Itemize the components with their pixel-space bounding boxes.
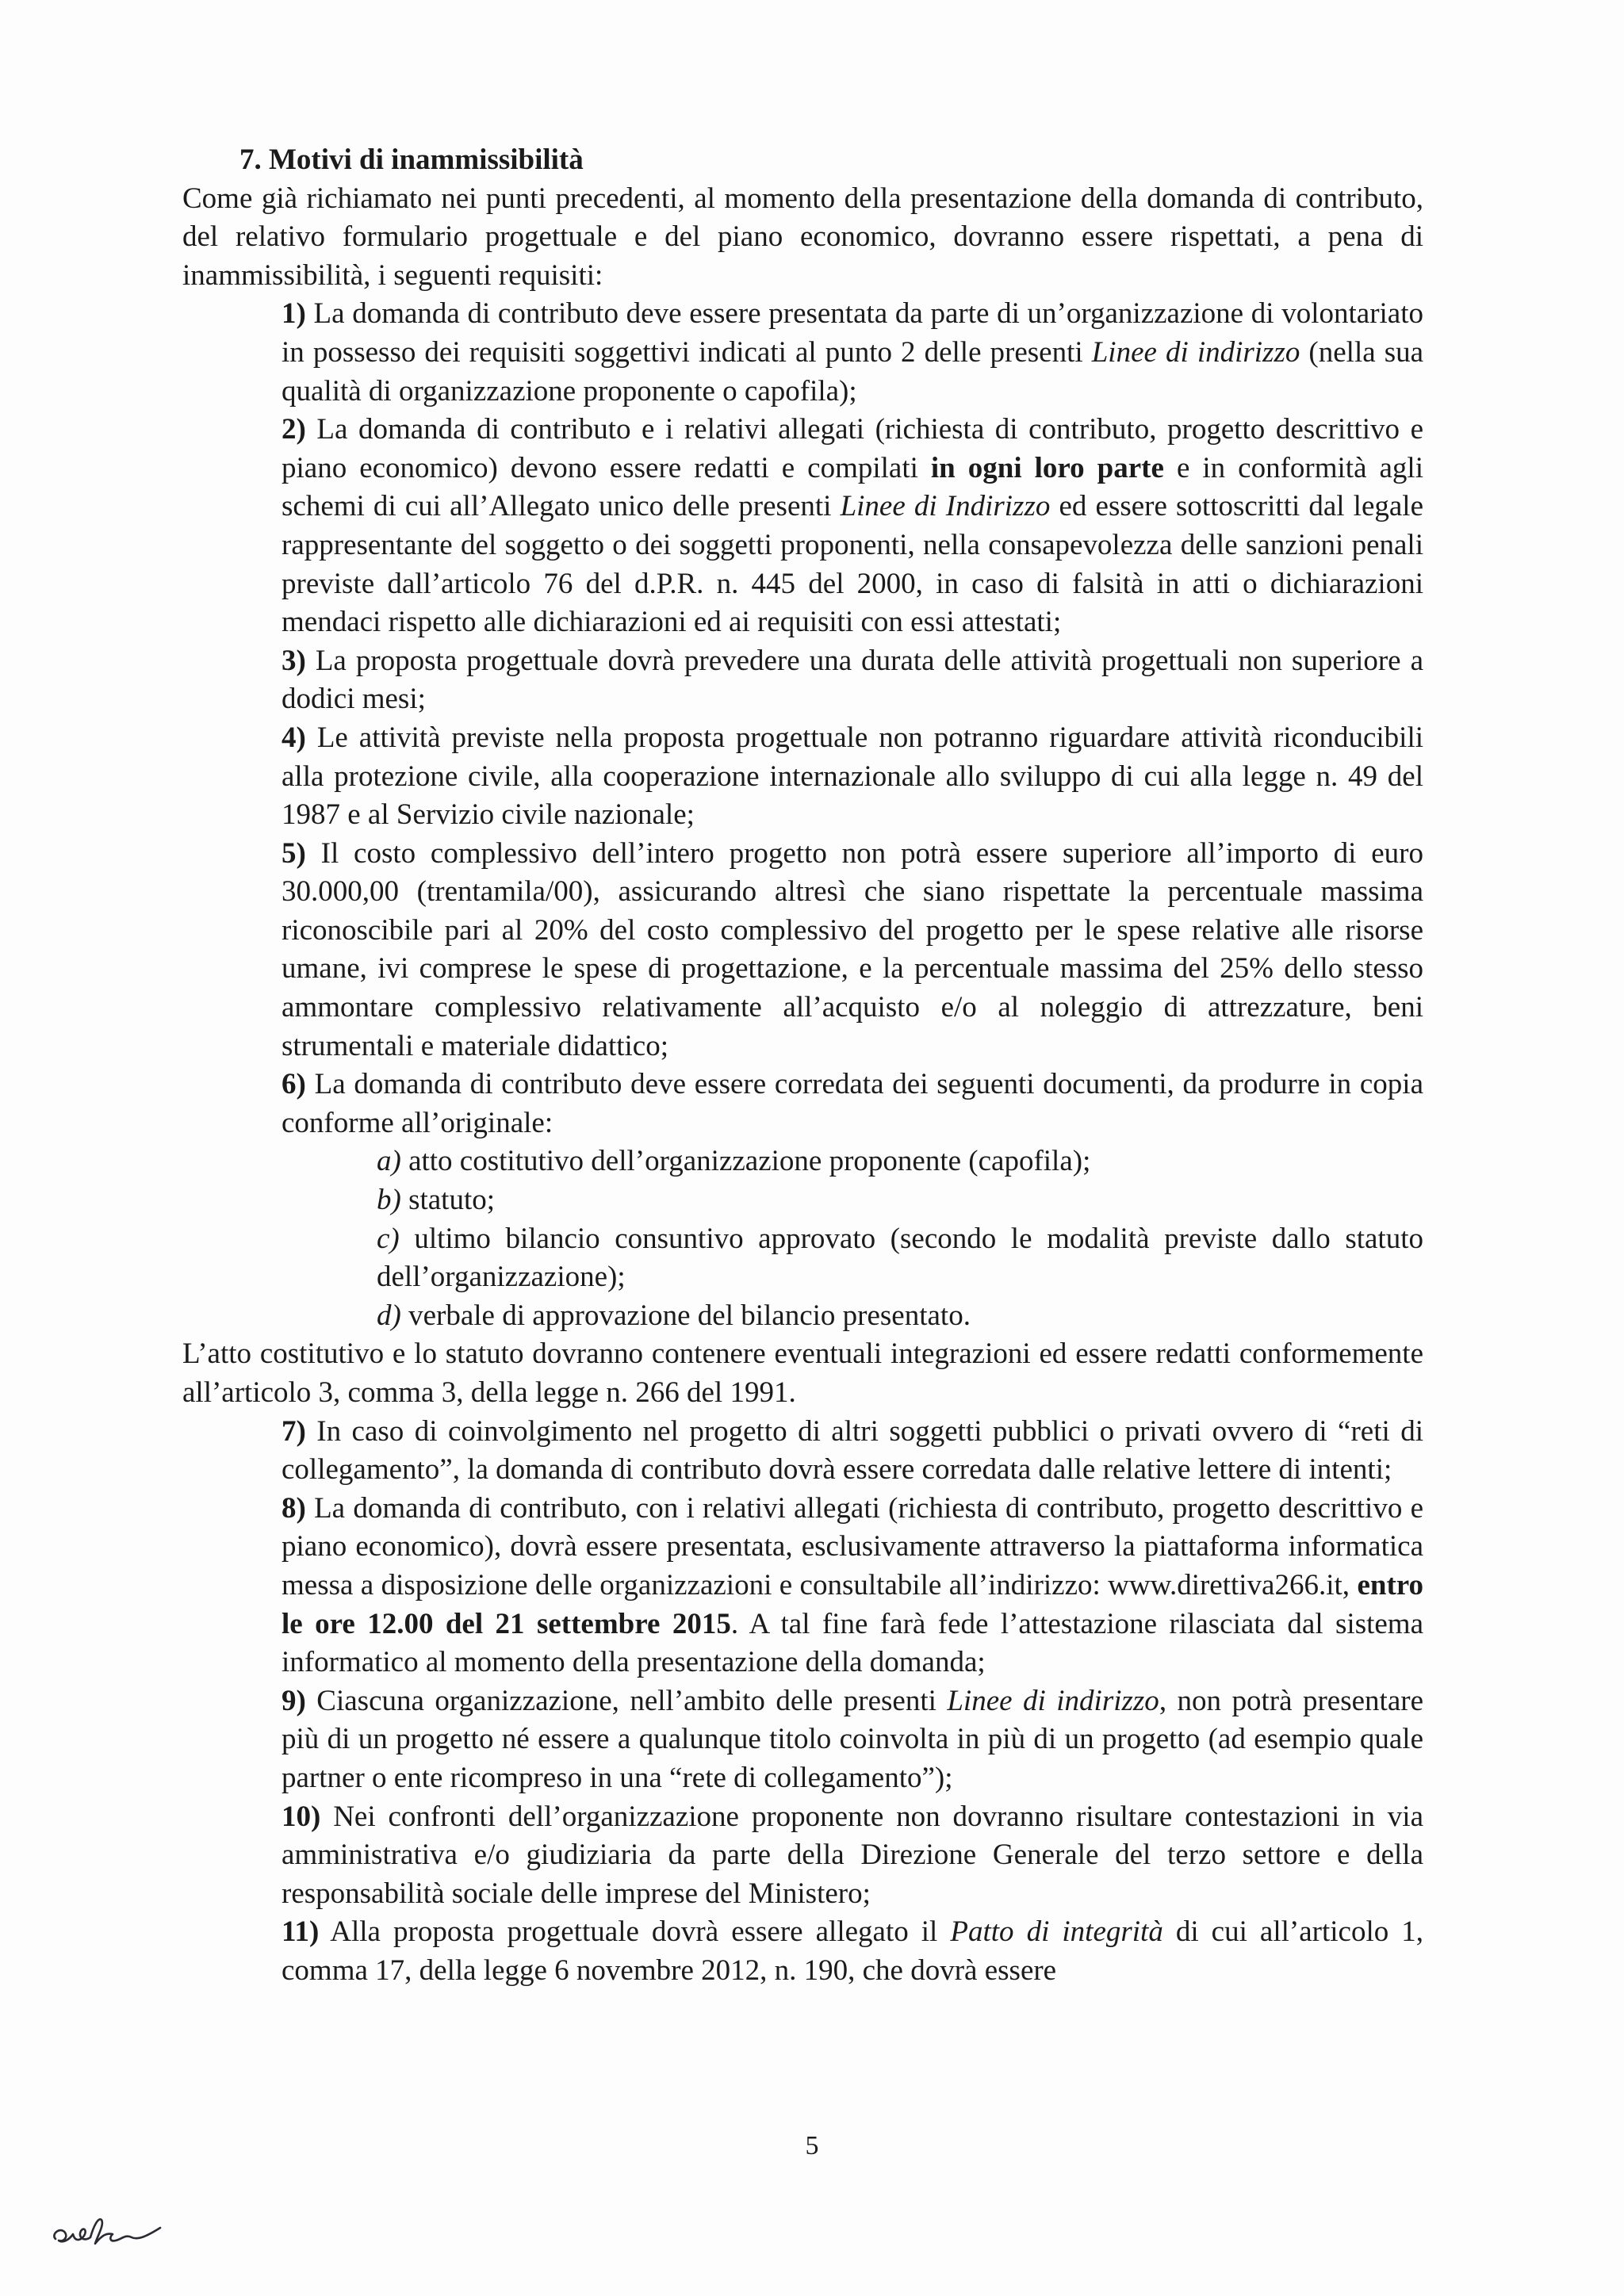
item-strong: in ogni loro parte xyxy=(930,451,1164,484)
subitem-letter: a) xyxy=(377,1145,401,1178)
item-emphasis: Linee di indirizzo xyxy=(1091,335,1300,369)
requirement-item-8 xyxy=(282,1490,1423,1682)
statute-note: L’atto costitutivo e lo statuto dovranno contenere eventuali integrazioni ed essere redatti conformemente all’articolo 3, comma 3, della legge n. 266 del 1991. xyxy=(182,1337,1423,1409)
item-text: Il costo complessivo dell’intero progetto non potrà essere superiore all’importo di euro 30.000,00 (trentamila/00), assicurando altresì che siano rispettate la percentuale massima riconoscibile pari al 20% del costo complessivo del progetto per le spese relative alle risorse umane, ivi comprese le spese di progettazione, e la percentuale massima del 25% dello stesso ammontare complessivo relativamente all’acquisto e/o al noleggio di attrezzature, beni strumentali e materiale didattico; xyxy=(282,836,1423,1062)
item-text: ed essere sottoscritti dal legale rappresentante del soggetto o dei soggetti proponenti, nella consapevolezza delle sanzioni penali previste dall’articolo 76 del d.P.R. n. 445 del 2000, in caso di falsità in atti o dichiarazioni mendaci rispetto alle dichiarazioni ed ai requisiti con essi attestati; xyxy=(282,490,1424,639)
item-emphasis: Linee di indirizzo xyxy=(947,1684,1159,1717)
subitem-letter: d) xyxy=(377,1299,401,1332)
item-text: La domanda di contributo e i relativi allegati (richiesta di contributo, progetto descrittivo e piano economico) devono essere redatti e compilati xyxy=(282,413,1423,484)
item-number: 5) xyxy=(282,836,306,870)
item-text: (nella sua qualità di organizzazione proponente o capofila); xyxy=(282,335,1424,408)
item-number: 7) xyxy=(282,1414,306,1448)
item-text: Le attività previste nella proposta progettuale non potranno riguardare attività riconducibili alla protezione civile, alla cooperazione internazionale allo sviluppo di cui alla legge n. 49 del 1987 e al Servizio civile nazionale; xyxy=(282,721,1424,832)
signature-icon xyxy=(49,2202,168,2258)
subitem-text: statuto; xyxy=(408,1184,496,1217)
requirement-item-6 xyxy=(282,1066,1423,1142)
requirement-item-4 xyxy=(282,719,1423,835)
item-text: di cui all’articolo 1, comma 17, della legge 6 novembre 2012, n. 190, che dovrà essere xyxy=(282,1915,1424,1987)
document-subitem-d xyxy=(377,1297,1423,1336)
item-text: La proposta progettuale dovrà prevedere una durata delle attività progettuali non superiore a dodici mesi; xyxy=(282,644,1424,716)
intro-paragraph: Come già richiamato nei punti precedenti, al momento della presentazione della domanda di contributo, del relativo formulario progettuale e del piano economico, dovranno essere rispettati, a pena di inammissibilità, i seguenti requisiti: xyxy=(182,182,1423,292)
requirement-item-7 xyxy=(282,1413,1423,1490)
section-number: 7. xyxy=(239,144,262,176)
subitem-text: ultimo bilancio consuntivo approvato (secondo le modalità previste dallo statuto dell’organizzazione); xyxy=(377,1222,1423,1294)
document-subitem-c xyxy=(377,1220,1423,1297)
document-body xyxy=(182,141,1423,1991)
item-emphasis: Linee di Indirizzo xyxy=(840,490,1051,523)
item-text: e in conformità agli schemi di cui all’Allegato unico delle presenti xyxy=(282,451,1423,523)
subitem-text: verbale di approvazione del bilancio presentato. xyxy=(408,1299,971,1332)
requirement-item-2 xyxy=(282,411,1423,642)
subitem-letter: c) xyxy=(377,1222,400,1255)
item-number: 1) xyxy=(282,297,306,331)
item-number: 2) xyxy=(282,413,306,446)
document-subitem-a xyxy=(377,1142,1423,1181)
item-text: Ciascuna organizzazione, nell’ambito delle presenti xyxy=(316,1684,936,1717)
item-text: La domanda di contributo, con i relativi allegati (richiesta di contributo, progetto descrittivo e piano economico), dovrà essere presentata, esclusivamente attraverso la piattaforma informatica messa a disposizione delle organizzazioni e consultabile all’indirizzo: www.direttiva266.it, xyxy=(282,1491,1424,1601)
item-number: 9) xyxy=(282,1684,306,1717)
item-emphasis: Patto di integrità xyxy=(950,1915,1163,1949)
item-number: 10) xyxy=(282,1800,321,1833)
item-text: . A tal fine farà fede l’attestazione rilasciata dal sistema informatico al momento della presentazione della domanda; xyxy=(282,1607,1423,1679)
requirement-item-10 xyxy=(282,1798,1423,1914)
handwritten-signature xyxy=(49,2202,168,2262)
item-text: La domanda di contributo deve essere presentata da parte di un’organizzazione di volontariato in possesso dei requisiti soggettivi indicati al punto 2 delle presenti xyxy=(282,297,1423,369)
page-number: 5 xyxy=(805,2131,819,2160)
section-heading xyxy=(239,141,1423,180)
document-subitem-b xyxy=(377,1181,1423,1220)
item-text: Nei confronti dell’organizzazione proponente non dovranno risultare contestazioni in via amministrativa e/o giudiziaria da parte della Direzione Generale del terzo settore e della responsabilità sociale delle imprese del Ministero; xyxy=(282,1800,1424,1910)
subitem-text: atto costitutivo dell’organizzazione proponente (capofila); xyxy=(408,1145,1091,1178)
item-text: , non potrà presentare più di un progetto né essere a qualunque titolo coinvolta in più di un progetto (ad esempio quale partner o ente ricompreso in una “rete di collegamento”); xyxy=(282,1684,1423,1794)
item-number: 8) xyxy=(282,1491,306,1525)
subitem-letter: b) xyxy=(377,1184,401,1217)
requirement-item-5 xyxy=(282,835,1423,1066)
section-title: Motivi di inammissibilità xyxy=(269,144,584,176)
requirement-item-1 xyxy=(282,295,1423,411)
item-text: In caso di coinvolgimento nel progetto di altri soggetti pubblici o privati ovvero di “reti di collegamento”, la domanda di contributo dovrà essere corredata dalle relative lettere di intenti; xyxy=(282,1414,1423,1487)
item-number: 11) xyxy=(282,1915,320,1949)
item-number: 6) xyxy=(282,1068,306,1101)
requirement-item-11 xyxy=(282,1913,1423,1990)
requirement-item-9 xyxy=(282,1682,1423,1798)
item-strong: entro le ore 12.00 del 21 settembre 2015 xyxy=(282,1568,1424,1640)
requirement-item-3 xyxy=(282,642,1423,719)
item-text: Alla proposta progettuale dovrà essere allegato il xyxy=(330,1915,938,1949)
item-number: 3) xyxy=(282,644,306,677)
item-text: La domanda di contributo deve essere corredata dei seguenti documenti, da produrre in copia conforme all’originale: xyxy=(282,1068,1423,1139)
item-number: 4) xyxy=(282,721,306,754)
